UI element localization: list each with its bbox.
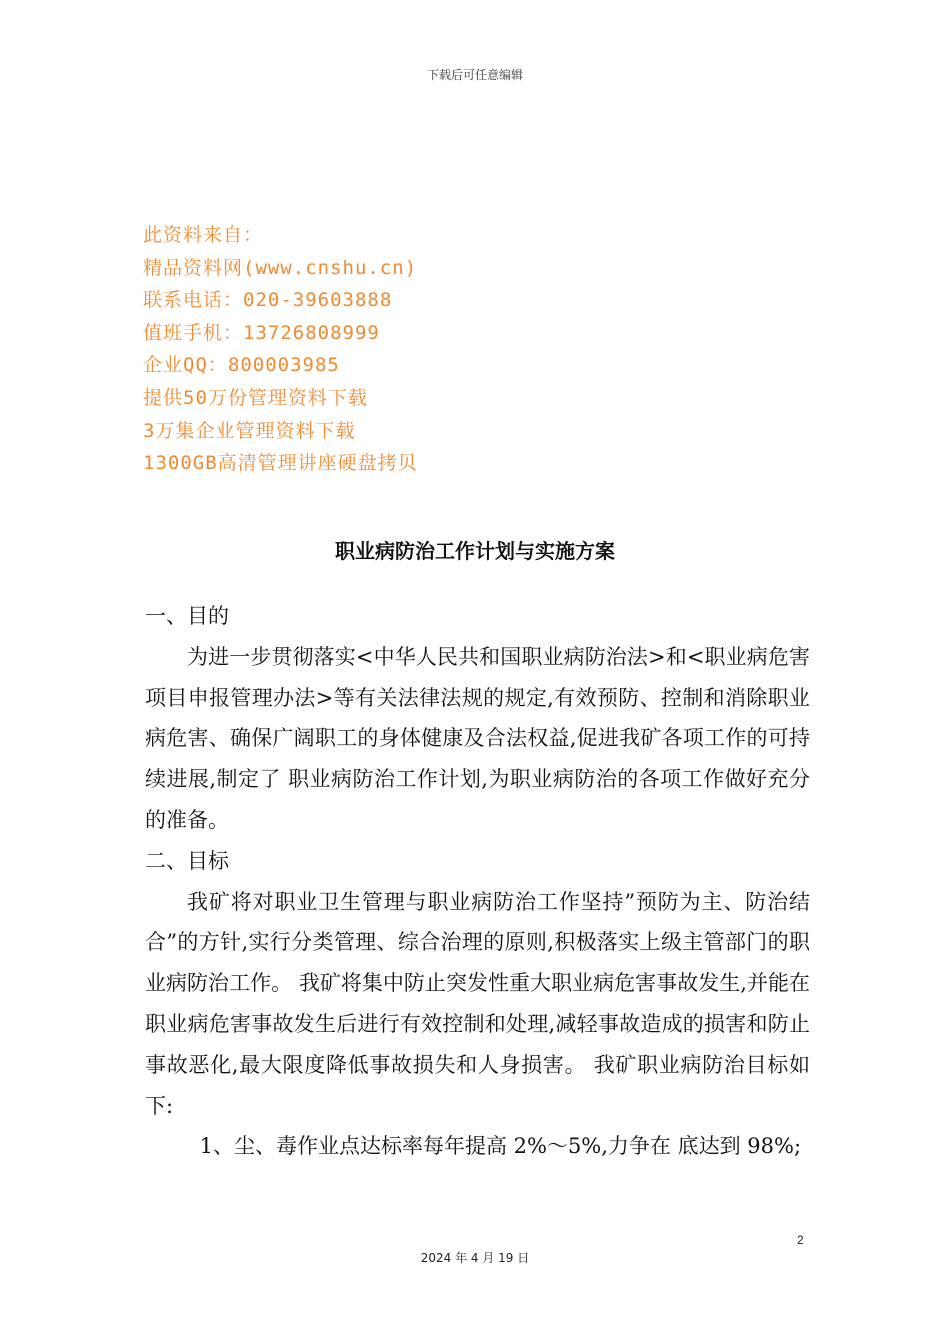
section-2-heading: 二、目标 — [145, 848, 229, 873]
document-title: 职业病防治工作计划与实施方案 — [335, 539, 615, 563]
section-2-paragraph: 我矿将对职业卫生管理与职业病防治工作坚持”预防为主、防治结合”的方针,实行分类管理、综合治理的原则,积极落实上级主管部门的职业病防治工作。 我矿将集中防止突发性重大职业病危害事故发生,并能在职业病危害事故发生后进行有效控制和处理,减轻事故造成的损害和防止事故恶化,最大限度降低事故损失和人身损害。 我矿职业病防治目标如下: — [145, 889, 810, 1118]
section-1-paragraph: 为进一步贯彻落实<中华人民共和国职业病防治法>和<职业病危害项目申报管理办法>等有关法律法规的规定,有效预防、控制和消除职业病危害、确保广阔职工的身体健康及合法权益,促进我矿各项工作的可持续进展,制定了 职业病防治工作计划,为职业病防治的各项工作做好充分的准备。 — [145, 644, 810, 832]
promo-block — [143, 219, 418, 480]
promo-line-qq: 企业QQ：800003985 — [143, 354, 340, 377]
promo-line-source: 此资料来自： — [143, 224, 264, 246]
promo-line-offer-3: 1300GB高清管理讲座硬盘拷贝 — [143, 452, 418, 475]
promo-line-mobile: 值班手机：13726808999 — [143, 321, 380, 344]
page-number: 2 — [797, 1233, 804, 1247]
promo-line-phone: 联系电话：020-39603888 — [143, 289, 393, 312]
promo-line-offer-1: 提供50万份管理资料下载 — [143, 386, 368, 409]
promo-line-offer-2: 3万集企业管理资料下载 — [143, 419, 356, 442]
section-1-heading: 一、目的 — [145, 604, 229, 628]
document-body — [145, 596, 810, 1167]
footer-date: 2024 年 4 月 19 日 — [420, 1251, 530, 1265]
page-header: 下载后可任意编辑 — [426, 68, 523, 82]
promo-line-website: 精品资料网(www.cnshu.cn) — [143, 256, 418, 279]
goal-item-1: 1、尘、毒作业点达标率每年提高 2%～5%,力争在 底达到 98%; — [199, 1134, 802, 1159]
